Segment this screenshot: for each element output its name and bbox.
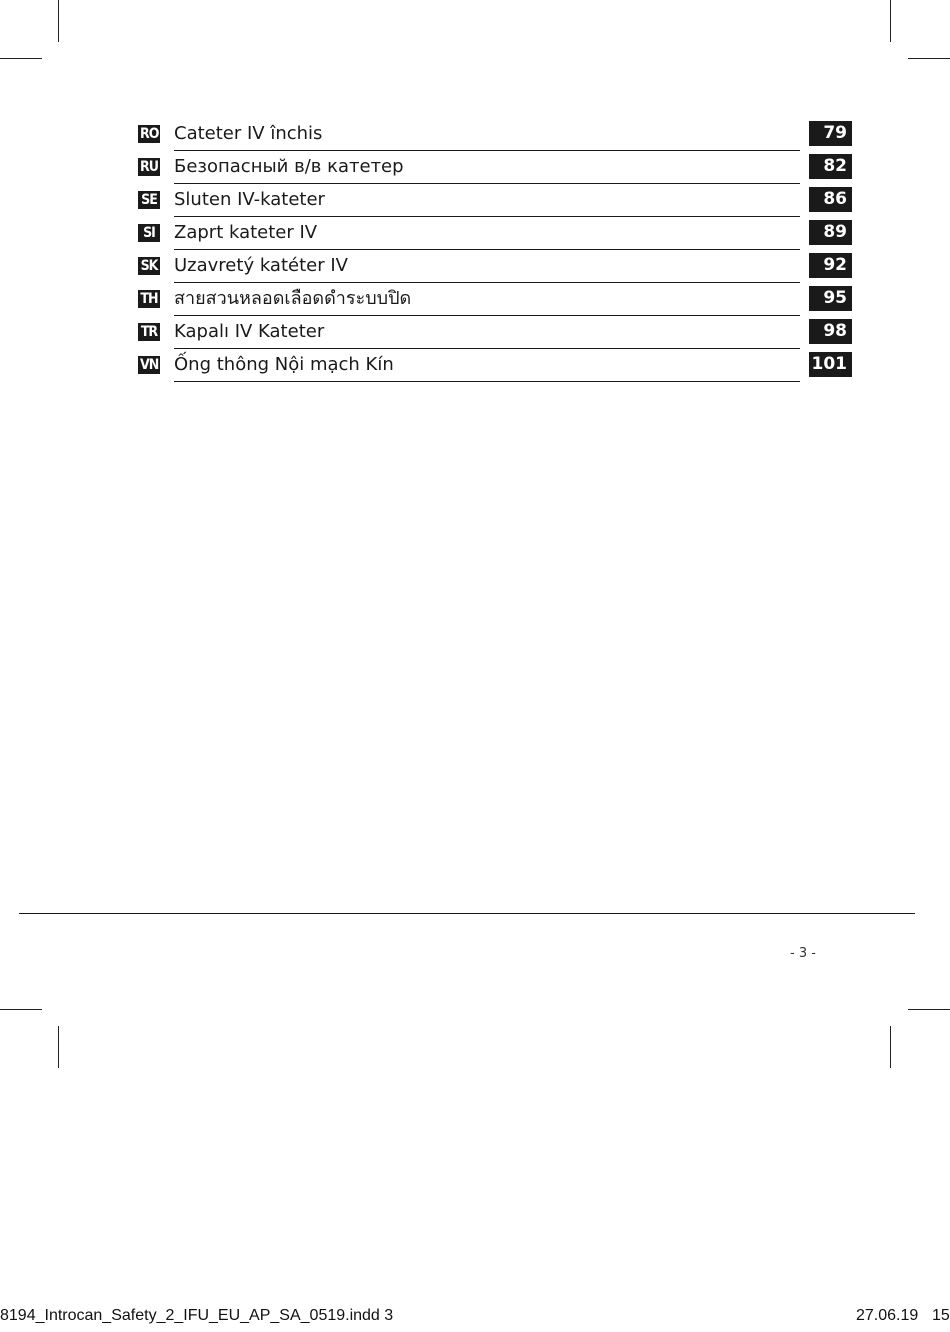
toc-entry-title: Uzavretý katéter IV [174,255,348,276]
language-code-badge: RO [140,126,159,142]
crop-mark-bottom-right-horizontal [908,1009,950,1010]
language-code-badge: SE [138,191,160,209]
crop-mark-bottom-left-vertical [58,1026,59,1068]
crop-mark-top-right-horizontal [908,58,950,59]
toc-entry-title: Zaprt kateter IV [174,222,318,243]
toc-entry-tr[interactable] [138,315,852,348]
crop-mark-bottom-right-vertical [890,1026,891,1068]
crop-mark-top-right-vertical [890,0,891,42]
toc-entry-title: Cateter IV închis [174,123,323,144]
toc-entry-vn[interactable] [138,348,852,381]
toc-entry-title: Sluten IV-kateter [174,189,325,210]
crop-mark-top-left-horizontal [0,58,42,59]
language-code-badge: VN [140,357,159,373]
toc-entry-si[interactable] [138,216,852,249]
page-number-badge: 98 [809,319,852,344]
toc-entry-title: Kapalı IV Kateter [174,321,325,342]
page-number-badge: 89 [809,220,852,245]
page-number-badge: 79 [809,121,852,146]
page-number-badge: 92 [809,253,852,278]
page-folio: - 3 - [790,946,816,961]
table-of-contents [138,117,852,381]
toc-entry-title: สายสวนหลอดเลือดดำระบบปิด [174,288,412,309]
language-code-badge: SI [138,224,160,242]
language-code-badge: TR [138,323,160,341]
page-number-badge: 95 [809,286,852,311]
toc-entry-se[interactable] [138,183,852,216]
toc-entry-rule [174,381,800,382]
page-number-badge: 101 [809,352,852,377]
language-code-badge: RU [138,158,160,176]
toc-entry-ro[interactable] [138,117,852,150]
language-code-badge: TH [138,290,160,308]
language-code-badge: SK [138,257,160,275]
toc-entry-th[interactable] [138,282,852,315]
print-slug-time: 15 [932,1307,950,1324]
footer-divider [19,913,915,914]
toc-entry-title: Безопасный в/в катетер [174,156,404,177]
print-slug-filename: 8194_Introcan_Safety_2_IFU_EU_AP_SA_0519.indd 3 [0,1307,394,1324]
toc-entry-ru[interactable] [138,150,852,183]
crop-mark-top-left-vertical [58,0,59,42]
page-number-badge: 86 [809,187,852,212]
page-number-badge: 82 [809,154,852,179]
toc-entry-title: Ống thông Nội mạch Kín [174,354,394,375]
crop-mark-bottom-left-horizontal [0,1009,42,1010]
print-slug-date: 27.06.19 [856,1307,919,1324]
toc-entry-sk[interactable] [138,249,852,282]
